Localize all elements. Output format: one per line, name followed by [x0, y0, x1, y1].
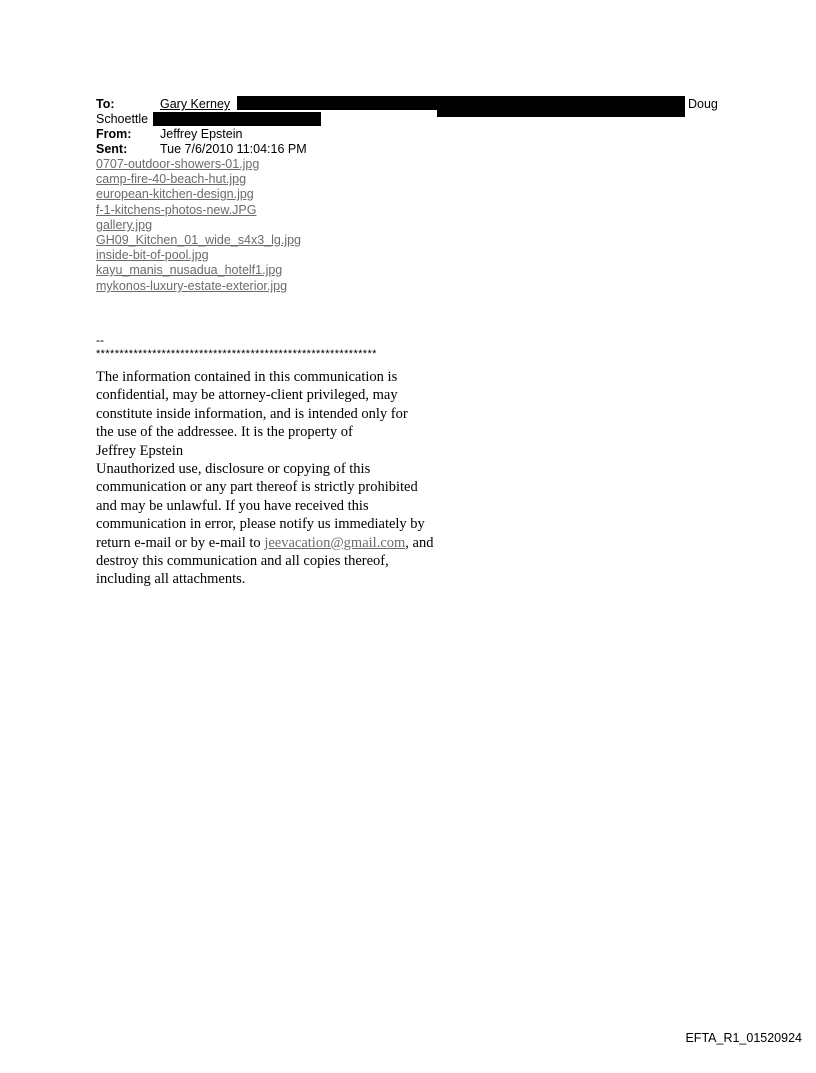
- disclaimer-line: communication in error, please notify us immediately by: [96, 516, 425, 533]
- attachment-link[interactable]: f-1-kitchens-photos-new.JPG: [96, 203, 257, 217]
- disclaimer-line: Jeffrey Epstein: [96, 442, 184, 459]
- disclaimer-line: communication or any part thereof is strictly prohibited: [96, 479, 418, 496]
- disclaimer-line: Unauthorized use, disclosure or copying of this: [96, 461, 371, 478]
- sent-label: Sent:: [96, 142, 128, 156]
- disclaimer-line: The information contained in this communication is: [96, 369, 398, 385]
- attachment-link[interactable]: kayu_manis_nusadua_hotelf1.jpg: [96, 263, 283, 277]
- attachment-link[interactable]: european-kitchen-design.jpg: [96, 187, 254, 201]
- redaction-bar: [437, 96, 685, 117]
- attachment-link[interactable]: camp-fire-40-beach-hut.jpg: [96, 172, 247, 186]
- attachment-link[interactable]: 0707-outdoor-showers-01.jpg: [96, 157, 260, 171]
- to-label: To:: [96, 97, 115, 111]
- from-line: [96, 127, 131, 142]
- sent-line: [96, 142, 127, 157]
- disclaimer-line: confidential, may be attorney-client privileged, may: [96, 387, 398, 404]
- document-id: EFTA_R1_01520924: [685, 1031, 802, 1045]
- attachment-link[interactable]: gallery.jpg: [96, 218, 153, 232]
- attachment-link[interactable]: inside-bit-of-pool.jpg: [96, 248, 209, 262]
- disclaimer-line: constitute inside information, and is intended only for: [96, 405, 408, 422]
- disclaimer-line: destroy this communication and all copies thereof,: [96, 553, 389, 570]
- to-name-1: Gary Kerney: [160, 97, 231, 111]
- to-recipient-2-first: Doug: [688, 97, 718, 111]
- to-recipient-1: [160, 97, 230, 112]
- signature-stars: ************************************************************: [96, 348, 377, 360]
- disclaimer-line: the use of the addressee. It is the property of: [96, 424, 353, 441]
- signature-dashes: --: [96, 333, 104, 347]
- disclaimer-line: [96, 534, 556, 552]
- disclaimer-line: including all attachments.: [96, 571, 246, 588]
- disclaimer-text: return e-mail or by e-mail to: [96, 534, 265, 551]
- to-recipient-2-last: Schoettle: [96, 112, 149, 126]
- disclaimer-text: , and: [405, 534, 434, 551]
- from-label: From:: [96, 127, 132, 141]
- confidentiality-disclaimer: [96, 368, 556, 589]
- disclaimer-line: and may be unlawful. If you have received this: [96, 497, 369, 514]
- sent-value: Tue 7/6/2010 11:04:16 PM: [160, 142, 307, 156]
- attachment-link[interactable]: mykonos-luxury-estate-exterior.jpg: [96, 279, 288, 293]
- to-line: [96, 97, 115, 112]
- from-value: Jeffrey Epstein: [160, 127, 243, 141]
- attachment-link[interactable]: GH09_Kitchen_01_wide_s4x3_lg.jpg: [96, 233, 302, 247]
- redaction-bar: [153, 112, 321, 126]
- email-link[interactable]: jeevacation@gmail.com: [264, 534, 406, 551]
